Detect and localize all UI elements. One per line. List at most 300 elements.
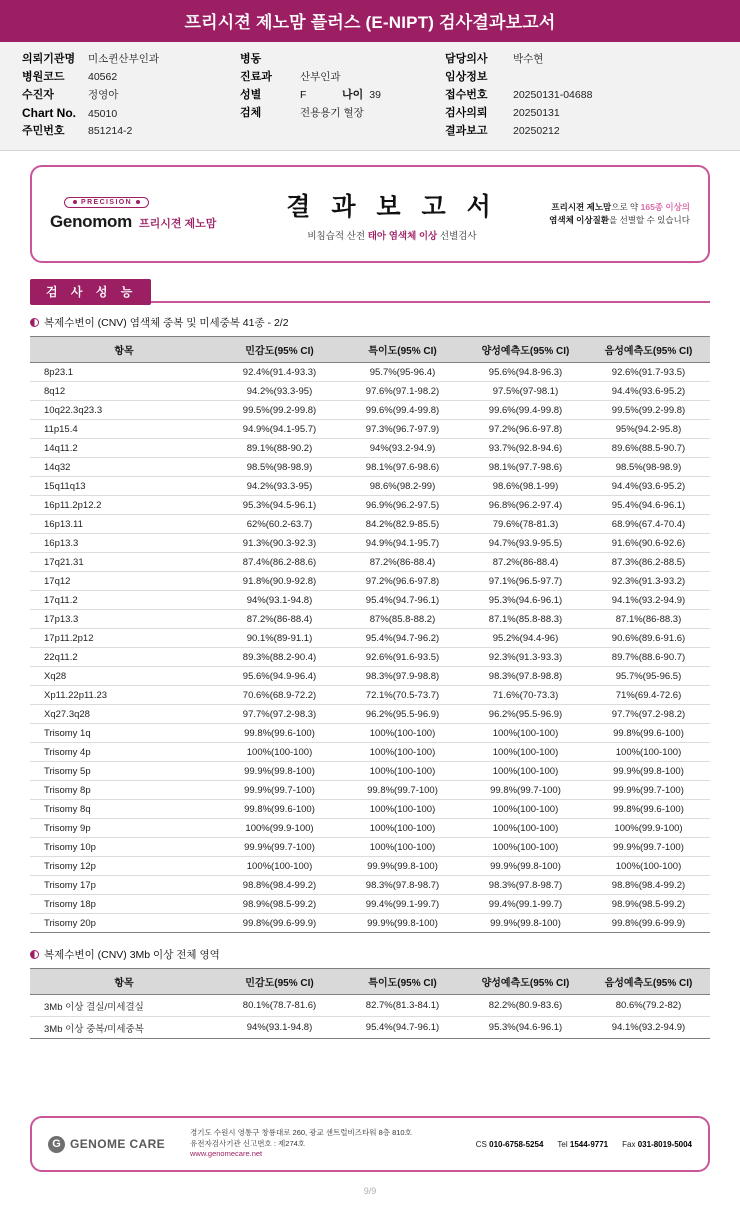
cell-ppv: 97.1%(96.5-97.7) <box>464 572 587 591</box>
info-value: 정영아 <box>88 89 119 101</box>
report-subtitle <box>262 228 522 242</box>
cell-item: 17p13.3 <box>30 610 218 629</box>
footer-contact-cs <box>476 1140 544 1149</box>
cell-sensitivity: 94%(93.1-94.8) <box>218 591 341 610</box>
cell-npv: 98.8%(98.4-99.2) <box>587 876 710 895</box>
footer-contact-cs-label: CS <box>475 1139 487 1149</box>
cell-ppv: 100%(100-100) <box>464 838 587 857</box>
cell-item: 16p13.11 <box>30 515 218 534</box>
cell-ppv: 100%(100-100) <box>464 800 587 819</box>
cell-item: 17q21.31 <box>30 553 218 572</box>
cell-ppv: 98.3%(97.8-98.7) <box>464 876 587 895</box>
cell-sensitivity: 100%(100-100) <box>218 743 341 762</box>
footer-contact-fax-value: 031-8019-5004 <box>637 1139 692 1149</box>
table-row <box>30 705 710 724</box>
info-label: 진료과 <box>240 71 272 83</box>
cell-ppv: 99.6%(99.4-99.8) <box>464 401 587 420</box>
cell-specificity: 94%(93.2-94.9) <box>341 439 464 458</box>
info-label: Chart No. <box>22 106 76 120</box>
footer-contacts <box>476 1140 692 1149</box>
report-subtitle-post: 선별검사 <box>437 230 477 242</box>
column-header-sensitivity: 민감도(95% CI) <box>218 337 341 363</box>
cell-item: Trisomy 20p <box>30 914 218 933</box>
cell-sensitivity: 98.9%(98.5-99.2) <box>218 895 341 914</box>
half-circle-bullet-icon <box>30 318 39 327</box>
cell-specificity: 98.1%(97.6-98.6) <box>341 458 464 477</box>
info-label: 주민번호 <box>22 125 65 137</box>
cell-sensitivity: 99.9%(99.7-100) <box>218 838 341 857</box>
info-row-department <box>240 68 445 86</box>
brand-name-korean: 프리시젼 제노맘 <box>138 217 217 230</box>
cell-item: 14q11.2 <box>30 439 218 458</box>
report-note-disease: 염색체 이상질환 <box>549 215 609 225</box>
cell-specificity: 99.4%(99.1-99.7) <box>341 895 464 914</box>
cell-ppv: 71.6%(70-73.3) <box>464 686 587 705</box>
table-row <box>30 819 710 838</box>
cell-ppv: 79.6%(78-81.3) <box>464 515 587 534</box>
cell-ppv: 92.3%(91.3-93.3) <box>464 648 587 667</box>
table-row <box>30 629 710 648</box>
cell-specificity: 98.6%(98.2-99) <box>341 477 464 496</box>
cell-item: 17q11.2 <box>30 591 218 610</box>
cell-specificity: 99.6%(99.4-99.8) <box>341 401 464 420</box>
info-label: 수진자 <box>22 89 54 101</box>
info-row-sex-age <box>240 86 445 104</box>
subsection-title-1 <box>30 315 710 330</box>
cell-ppv: 95.2%(94.4-96) <box>464 629 587 648</box>
cell-item: Trisomy 5p <box>30 762 218 781</box>
cell-specificity: 97.3%(96.7-97.9) <box>341 420 464 439</box>
table-row <box>30 477 710 496</box>
report-title: 결 과 보 고 서 <box>286 192 498 221</box>
dot-icon <box>73 200 77 204</box>
cell-item: 8p23.1 <box>30 363 218 382</box>
cell-item: Trisomy 18p <box>30 895 218 914</box>
info-row-request-date <box>445 104 705 122</box>
cell-item: Trisomy 4p <box>30 743 218 762</box>
cell-sensitivity: 99.8%(99.6-100) <box>218 800 341 819</box>
cell-item: Xq27.3q28 <box>30 705 218 724</box>
cell-specificity: 99.9%(99.8-100) <box>341 914 464 933</box>
cell-specificity: 95.7%(95-96.4) <box>341 363 464 382</box>
cell-sensitivity: 89.3%(88.2-90.4) <box>218 648 341 667</box>
cell-specificity: 87.2%(86-88.4) <box>341 553 464 572</box>
cell-item: 22q11.2 <box>30 648 218 667</box>
table-row <box>30 382 710 401</box>
cell-sensitivity: 62%(60.2-63.7) <box>218 515 341 534</box>
table-row <box>30 515 710 534</box>
cell-sensitivity: 91.3%(90.3-92.3) <box>218 534 341 553</box>
info-value: 851214-2 <box>88 125 133 137</box>
info-label: 병동 <box>240 53 262 65</box>
cell-sensitivity: 99.9%(99.8-100) <box>218 762 341 781</box>
brand-block <box>50 197 262 232</box>
cnv-performance-table <box>30 336 710 933</box>
cell-sensitivity: 89.1%(88-90.2) <box>218 439 341 458</box>
cell-ppv: 82.2%(80.9-83.6) <box>464 995 587 1017</box>
cell-npv: 68.9%(67.4-70.4) <box>587 515 710 534</box>
cell-npv: 100%(100-100) <box>587 857 710 876</box>
subsection-title-2-label: 복제수변이 (CNV) 3Mb 이상 전체 영역 <box>44 949 220 961</box>
report-note-highlight: 165종 이상의 <box>640 202 690 213</box>
footer-address-line-1: 경기도 수원시 영통구 창룡대로 260, 광교 센트럴비즈타워 8층 810호 <box>190 1127 412 1137</box>
info-label: 담당의사 <box>445 53 488 65</box>
brand-line <box>50 212 262 232</box>
cell-specificity: 92.6%(91.6-93.5) <box>341 648 464 667</box>
table-row <box>30 876 710 895</box>
footer-address <box>190 1128 476 1161</box>
dot-icon <box>136 200 140 204</box>
cell-npv: 100%(99.9-100) <box>587 819 710 838</box>
column-header-ppv: 양성예측도(95% CI) <box>464 337 587 363</box>
cell-npv: 97.7%(97.2-98.2) <box>587 705 710 724</box>
cell-specificity: 100%(100-100) <box>341 838 464 857</box>
cell-item: 3Mb 이상 중복/미세중복 <box>30 1017 218 1039</box>
cell-npv: 99.5%(99.2-99.8) <box>587 401 710 420</box>
report-subtitle-highlight: 태아 염색체 이상 <box>367 230 438 242</box>
cell-npv: 99.8%(99.6-99.9) <box>587 914 710 933</box>
cell-sensitivity: 94.2%(93.3-95) <box>218 382 341 401</box>
cell-npv: 99.9%(99.7-100) <box>587 781 710 800</box>
report-title-block <box>262 187 522 242</box>
info-row-patient-name <box>22 86 240 104</box>
info-row-doctor <box>445 50 705 68</box>
cell-sensitivity: 90.1%(89-91.1) <box>218 629 341 648</box>
cell-item: Trisomy 17p <box>30 876 218 895</box>
info-value: 미소퀸산부인과 <box>88 53 160 65</box>
table-row <box>30 648 710 667</box>
cell-ppv: 98.1%(97.7-98.6) <box>464 458 587 477</box>
cnv-3mb-table <box>30 968 710 1039</box>
cell-specificity: 99.8%(99.7-100) <box>341 781 464 800</box>
cell-item: Xp11.22p11.23 <box>30 686 218 705</box>
cell-item: 17p11.2p12 <box>30 629 218 648</box>
cell-npv: 95.4%(94.6-96.1) <box>587 496 710 515</box>
cell-sensitivity: 70.6%(68.9-72.2) <box>218 686 341 705</box>
table-row <box>30 838 710 857</box>
cell-ppv: 87.2%(86-88.4) <box>464 553 587 572</box>
cell-ppv: 95.3%(94.6-96.1) <box>464 1017 587 1039</box>
cell-specificity: 72.1%(70.5-73.7) <box>341 686 464 705</box>
info-row-chart-no <box>22 104 240 122</box>
table-row <box>30 439 710 458</box>
cell-sensitivity: 100%(99.9-100) <box>218 819 341 838</box>
info-label: 성별 <box>240 89 262 101</box>
info-value: 20250212 <box>513 125 560 137</box>
patient-info-col-3 <box>445 50 705 140</box>
cell-sensitivity: 98.8%(98.4-99.2) <box>218 876 341 895</box>
cell-npv: 89.6%(88.5-90.7) <box>587 439 710 458</box>
cell-sensitivity: 87.4%(86.2-88.6) <box>218 553 341 572</box>
info-value: 박수현 <box>513 53 544 65</box>
cell-sensitivity: 100%(100-100) <box>218 857 341 876</box>
info-label: 의뢰기관명 <box>22 53 76 65</box>
cell-specificity: 97.6%(97.1-98.2) <box>341 382 464 401</box>
cell-npv: 71%(69.4-72.6) <box>587 686 710 705</box>
cell-npv: 99.9%(99.7-100) <box>587 838 710 857</box>
report-note <box>522 201 690 227</box>
cell-item: 17q12 <box>30 572 218 591</box>
subsection-title-1-label: 복제수변이 (CNV) 염색체 중복 및 미세중복 41종 - 2/2 <box>44 317 289 329</box>
cell-ppv: 96.8%(96.2-97.4) <box>464 496 587 515</box>
cell-sensitivity: 80.1%(78.7-81.6) <box>218 995 341 1017</box>
patient-info-col-2 <box>240 50 445 140</box>
info-label: 임상정보 <box>445 71 488 83</box>
table-row <box>30 995 710 1017</box>
cell-item: Trisomy 1q <box>30 724 218 743</box>
report-note-line-2-post: 을 선별할 수 있습니다 <box>609 215 690 225</box>
table-row <box>30 363 710 382</box>
table-row <box>30 857 710 876</box>
cell-ppv: 95.6%(94.8-96.3) <box>464 363 587 382</box>
cell-sensitivity: 92.4%(91.4-93.3) <box>218 363 341 382</box>
half-circle-bullet-icon <box>30 950 39 959</box>
cell-specificity: 95.4%(94.7-96.1) <box>341 591 464 610</box>
cell-npv: 80.6%(79.2-82) <box>587 995 710 1017</box>
cell-npv: 95.7%(95-96.5) <box>587 667 710 686</box>
cell-sensitivity: 94%(93.1-94.8) <box>218 1017 341 1039</box>
cell-npv: 95%(94.2-95.8) <box>587 420 710 439</box>
brand-name: Genomom <box>50 211 132 231</box>
cell-ppv: 95.3%(94.6-96.1) <box>464 591 587 610</box>
cell-specificity: 87%(85.8-88.2) <box>341 610 464 629</box>
info-row-specimen <box>240 104 445 122</box>
table-row <box>30 686 710 705</box>
patient-info-block <box>0 42 740 151</box>
cell-ppv: 94.7%(93.9-95.5) <box>464 534 587 553</box>
cell-npv: 98.9%(98.5-99.2) <box>587 895 710 914</box>
footer-website-link[interactable]: www.genomecare.net <box>190 1149 263 1159</box>
info-value: 산부인과 <box>300 71 341 83</box>
table-header-row <box>30 969 710 995</box>
column-header-item: 항목 <box>30 969 218 995</box>
footer-contact-tel-value: 1544-9771 <box>569 1139 609 1149</box>
precision-badge <box>64 197 149 208</box>
cell-npv: 99.9%(99.8-100) <box>587 762 710 781</box>
cnv-table-body <box>30 363 710 933</box>
table-row <box>30 591 710 610</box>
column-header-item: 항목 <box>30 337 218 363</box>
cell-specificity: 96.9%(96.2-97.5) <box>341 496 464 515</box>
cell-sensitivity: 97.7%(97.2-98.3) <box>218 705 341 724</box>
footer-contact-fax <box>622 1140 692 1149</box>
cell-npv: 94.4%(93.6-95.2) <box>587 477 710 496</box>
info-row-ward <box>240 50 445 68</box>
cell-ppv: 93.7%(92.8-94.6) <box>464 439 587 458</box>
page-title: 프리시젼 제노맘 플러스 (E-NIPT) 검사결과보고서 <box>0 0 740 42</box>
table-row <box>30 743 710 762</box>
footer-contact-fax-label: Fax <box>622 1139 636 1149</box>
report-note-brand: 프리시젼 제노맘 <box>551 202 612 213</box>
genome-care-logo-text: GENOME CARE <box>70 1137 166 1151</box>
info-value: 전용용기 혈장 <box>300 107 364 119</box>
page-number: 9/9 <box>363 1186 377 1196</box>
report-header-card <box>30 165 710 263</box>
cell-specificity: 100%(100-100) <box>341 762 464 781</box>
cell-sensitivity: 94.2%(93.3-95) <box>218 477 341 496</box>
cell-item: Trisomy 12p <box>30 857 218 876</box>
info-value: 45010 <box>88 108 118 120</box>
info-label: 검사의뢰 <box>445 107 488 119</box>
cell-specificity: 100%(100-100) <box>341 743 464 762</box>
info-label: 병원코드 <box>22 71 65 83</box>
table-row <box>30 420 710 439</box>
table-row <box>30 572 710 591</box>
report-subtitle-pre: 비침습적 산전 <box>307 230 368 242</box>
table-row <box>30 401 710 420</box>
cell-item: 14q32 <box>30 458 218 477</box>
column-header-npv: 음성예측도(95% CI) <box>587 969 710 995</box>
footer-card <box>30 1116 710 1172</box>
info-row-hospital-code <box>22 68 240 86</box>
cell-sensitivity: 87.2%(86-88.4) <box>218 610 341 629</box>
precision-badge-label: PRECISION <box>81 198 133 206</box>
column-header-npv: 음성예측도(95% CI) <box>587 337 710 363</box>
cell-npv: 87.3%(86.2-88.5) <box>587 553 710 572</box>
info-row-report-date <box>445 122 705 140</box>
footer-address-line-2: 유전자검사기관 신고번호 : 제274호 <box>190 1138 306 1148</box>
info-value-age: 39 <box>369 89 381 101</box>
info-label: 접수번호 <box>445 89 488 101</box>
table-row <box>30 724 710 743</box>
table-row <box>30 496 710 515</box>
cell-npv: 94.1%(93.2-94.9) <box>587 591 710 610</box>
info-row-accession-no <box>445 86 705 104</box>
cell-ppv: 100%(100-100) <box>464 743 587 762</box>
info-row-clinical-info <box>445 68 705 86</box>
cell-ppv: 100%(100-100) <box>464 762 587 781</box>
patient-info-col-1 <box>22 50 240 140</box>
cell-sensitivity: 99.9%(99.7-100) <box>218 781 341 800</box>
cell-npv: 90.6%(89.6-91.6) <box>587 629 710 648</box>
info-row-institution <box>22 50 240 68</box>
column-header-specificity: 특이도(95% CI) <box>341 969 464 995</box>
subsection-title-2 <box>30 947 710 962</box>
table-row <box>30 667 710 686</box>
cell-ppv: 100%(100-100) <box>464 819 587 838</box>
cell-npv: 92.3%(91.3-93.2) <box>587 572 710 591</box>
table-row <box>30 781 710 800</box>
cell-specificity: 97.2%(96.6-97.8) <box>341 572 464 591</box>
table-row <box>30 762 710 781</box>
table-header-row <box>30 337 710 363</box>
cell-item: Trisomy 10p <box>30 838 218 857</box>
section-tab-label: 검 사 성 능 <box>30 279 151 305</box>
cell-item: 16p11.2p12.2 <box>30 496 218 515</box>
cell-specificity: 95.4%(94.7-96.2) <box>341 629 464 648</box>
sex-age-group <box>300 86 381 104</box>
footer-contact-tel <box>557 1140 608 1149</box>
cell-ppv: 100%(100-100) <box>464 724 587 743</box>
cell-item: Xq28 <box>30 667 218 686</box>
footer-contact-tel-label: Tel <box>557 1139 568 1149</box>
cell-npv: 99.8%(99.6-100) <box>587 800 710 819</box>
column-header-sensitivity: 민감도(95% CI) <box>218 969 341 995</box>
cell-specificity: 98.3%(97.9-98.8) <box>341 667 464 686</box>
cell-sensitivity: 99.8%(99.6-99.9) <box>218 914 341 933</box>
report-note-line-2 <box>522 214 690 227</box>
table-row <box>30 895 710 914</box>
column-header-ppv: 양성예측도(95% CI) <box>464 969 587 995</box>
cell-specificity: 100%(100-100) <box>341 800 464 819</box>
table-row <box>30 914 710 933</box>
cell-sensitivity: 95.3%(94.5-96.1) <box>218 496 341 515</box>
cell-sensitivity: 99.8%(99.6-100) <box>218 724 341 743</box>
cell-item: 16p13.3 <box>30 534 218 553</box>
table-row <box>30 553 710 572</box>
cell-npv: 87.1%(86-88.3) <box>587 610 710 629</box>
info-value: 20250131-04688 <box>513 89 593 101</box>
report-note-mid: 으로 약 <box>611 202 641 213</box>
cell-sensitivity: 95.6%(94.9-96.4) <box>218 667 341 686</box>
cell-specificity: 100%(100-100) <box>341 819 464 838</box>
cnv-3mb-table-body <box>30 995 710 1039</box>
cell-item: Trisomy 9p <box>30 819 218 838</box>
cell-npv: 94.4%(93.6-95.2) <box>587 382 710 401</box>
cell-npv: 89.7%(88.6-90.7) <box>587 648 710 667</box>
info-label: 결과보고 <box>445 125 488 137</box>
cell-item: 11p15.4 <box>30 420 218 439</box>
cell-npv: 99.8%(99.6-100) <box>587 724 710 743</box>
cell-sensitivity: 94.9%(94.1-95.7) <box>218 420 341 439</box>
cell-ppv: 87.1%(85.8-88.3) <box>464 610 587 629</box>
info-label: 검체 <box>240 107 262 119</box>
info-row-resident-no <box>22 122 240 140</box>
cell-specificity: 99.9%(99.8-100) <box>341 857 464 876</box>
table-row <box>30 610 710 629</box>
info-value: 40562 <box>88 71 118 83</box>
cell-ppv: 96.2%(95.5-96.9) <box>464 705 587 724</box>
section-header <box>30 279 710 305</box>
cell-ppv: 97.5%(97-98.1) <box>464 382 587 401</box>
cell-item: 10q22.3q23.3 <box>30 401 218 420</box>
table-row <box>30 800 710 819</box>
table-row <box>30 534 710 553</box>
cell-specificity: 94.9%(94.1-95.7) <box>341 534 464 553</box>
cell-ppv: 98.6%(98.1-99) <box>464 477 587 496</box>
cell-item: 15q11q13 <box>30 477 218 496</box>
column-header-specificity: 특이도(95% CI) <box>341 337 464 363</box>
cell-ppv: 97.2%(96.6-97.8) <box>464 420 587 439</box>
info-value: F <box>300 89 307 101</box>
cell-npv: 92.6%(91.7-93.5) <box>587 363 710 382</box>
cell-sensitivity: 99.5%(99.2-99.8) <box>218 401 341 420</box>
info-label-age: 나이 <box>342 89 364 101</box>
cell-specificity: 100%(100-100) <box>341 724 464 743</box>
cell-npv: 100%(100-100) <box>587 743 710 762</box>
cell-ppv: 99.9%(99.8-100) <box>464 857 587 876</box>
cell-item: 8q12 <box>30 382 218 401</box>
genome-care-logo <box>48 1136 190 1153</box>
table-row <box>30 458 710 477</box>
cell-item: Trisomy 8p <box>30 781 218 800</box>
cell-item: 3Mb 이상 결실/미세결실 <box>30 995 218 1017</box>
genome-care-logo-icon: G <box>48 1136 65 1153</box>
footer-contact-cs-value: 010-6758-5254 <box>489 1139 544 1149</box>
cell-specificity: 82.7%(81.3-84.1) <box>341 995 464 1017</box>
cell-ppv: 99.9%(99.8-100) <box>464 914 587 933</box>
table-row <box>30 1017 710 1039</box>
info-value: 20250131 <box>513 107 560 119</box>
cell-specificity: 95.4%(94.7-96.1) <box>341 1017 464 1039</box>
cell-item: Trisomy 8q <box>30 800 218 819</box>
section-divider <box>151 301 710 303</box>
cell-ppv: 98.3%(97.8-98.8) <box>464 667 587 686</box>
cell-specificity: 96.2%(95.5-96.9) <box>341 705 464 724</box>
cell-specificity: 84.2%(82.9-85.5) <box>341 515 464 534</box>
report-note-line-1 <box>522 201 690 214</box>
cell-ppv: 99.8%(99.7-100) <box>464 781 587 800</box>
